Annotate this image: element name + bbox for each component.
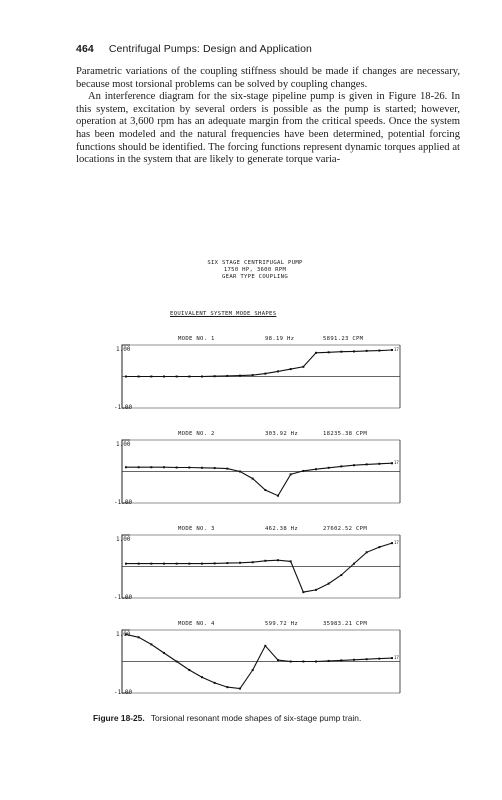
page-number: 464 xyxy=(76,43,94,55)
station-marker xyxy=(264,489,266,491)
station-marker xyxy=(239,375,241,377)
figure-caption xyxy=(93,713,433,723)
station-marker xyxy=(264,645,266,647)
station-marker xyxy=(315,661,317,663)
station-marker xyxy=(214,375,216,377)
station-marker xyxy=(125,376,127,378)
station-marker xyxy=(188,376,190,378)
station-marker xyxy=(188,563,190,565)
station-marker xyxy=(226,686,228,688)
station-marker xyxy=(226,562,228,564)
station-marker xyxy=(277,559,279,561)
station-marker xyxy=(340,351,342,353)
station-marker xyxy=(353,659,355,661)
station-marker xyxy=(290,368,292,370)
station-marker xyxy=(252,478,254,480)
station-marker xyxy=(302,661,304,663)
station-marker xyxy=(353,563,355,565)
station-marker xyxy=(163,376,165,378)
figure-heading-line: GEAR TYPE COUPLING xyxy=(221,274,289,280)
station-marker xyxy=(138,376,140,378)
caption-label: Figure 18-25. xyxy=(93,713,145,723)
station-marker xyxy=(366,350,368,352)
station-marker xyxy=(315,589,317,591)
mode-frequency-hz: 462.38 Hz xyxy=(265,526,299,532)
station-marker xyxy=(328,583,330,585)
station-marker xyxy=(378,658,380,660)
station-marker xyxy=(138,636,140,638)
station-marker xyxy=(239,688,241,690)
station-marker xyxy=(138,466,140,468)
station-marker xyxy=(378,463,380,465)
station-marker xyxy=(150,563,152,565)
station-marker xyxy=(138,563,140,565)
station-marker xyxy=(150,466,152,468)
paragraph: An interference diagram for the six-stage pipeline pump is given in Figure 18-26. In this system, excitation by several orders is possible as the pump is started; however, operation at 3,600 rpm has an adequate margin from the critical speeds. Once the system has been modeled and the natural frequencies have been determined, potential forcing functions should be identified. The forcing functions represent dynamic torques applied at locations in the system that are likely to generate torque varia- xyxy=(76,91,460,166)
station-marker xyxy=(163,563,165,565)
station-marker xyxy=(340,574,342,576)
station-marker xyxy=(214,467,216,469)
station-marker xyxy=(290,560,292,562)
station-marker xyxy=(366,658,368,660)
station-marker xyxy=(328,467,330,469)
end-station-label: 17 xyxy=(394,346,399,352)
station-marker xyxy=(163,652,165,654)
station-marker xyxy=(353,350,355,352)
station-marker xyxy=(176,661,178,663)
mode-number-label: MODE NO. 1 xyxy=(178,336,215,342)
mode-number-label: MODE NO. 4 xyxy=(178,621,215,627)
figure-subtitle: EQUIVALENT SYSTEM MODE SHAPES xyxy=(170,311,277,317)
y-max-label: 1.00 xyxy=(116,346,131,353)
station-marker xyxy=(340,659,342,661)
end-station-label: 17 xyxy=(394,460,399,466)
station-marker xyxy=(391,542,393,544)
station-marker xyxy=(264,560,266,562)
end-station-label: 17 xyxy=(394,540,399,546)
mode-frequency-hz: 98.19 Hz xyxy=(265,336,295,342)
station-marker xyxy=(315,468,317,470)
end-station-label: 17 xyxy=(394,655,399,661)
y-max-label: 1.00 xyxy=(116,631,131,638)
station-marker xyxy=(214,562,216,564)
station-marker xyxy=(150,643,152,645)
y-max-label: 1.00 xyxy=(116,441,131,448)
mode-shape-line xyxy=(126,350,392,377)
station-marker xyxy=(176,376,178,378)
station-marker xyxy=(188,467,190,469)
mode-number-label: MODE NO. 3 xyxy=(178,526,215,532)
station-marker xyxy=(239,471,241,473)
mode-frequency-cpm: 18235.38 CPM xyxy=(323,431,368,437)
mode-number-label: MODE NO. 2 xyxy=(178,431,215,437)
station-marker xyxy=(252,561,254,563)
station-marker xyxy=(340,465,342,467)
y-min-label: -1.00 xyxy=(114,594,133,601)
y-min-label: -1.00 xyxy=(114,689,133,696)
caption-text: Torsional resonant mode shapes of six-stage pump train. xyxy=(150,713,362,723)
station-marker xyxy=(328,351,330,353)
station-marker xyxy=(201,376,203,378)
station-marker xyxy=(125,466,127,468)
mode-frequency-hz: 599.72 Hz xyxy=(265,621,299,627)
station-marker xyxy=(226,468,228,470)
station-marker xyxy=(163,466,165,468)
station-marker xyxy=(315,352,317,354)
station-marker xyxy=(176,563,178,565)
station-marker xyxy=(150,376,152,378)
mode-shape-line xyxy=(126,463,392,496)
station-marker xyxy=(353,464,355,466)
y-max-label: 1.00 xyxy=(116,536,131,543)
station-marker xyxy=(391,462,393,464)
station-marker xyxy=(302,591,304,593)
station-marker xyxy=(302,366,304,368)
station-marker xyxy=(176,467,178,469)
figure-heading-line: SIX STAGE CENTRIFUGAL PUMP xyxy=(207,260,303,266)
station-marker xyxy=(201,676,203,678)
station-marker xyxy=(290,661,292,663)
figure-heading-line: 1750 HP, 3600 RPM xyxy=(223,267,287,273)
y-min-label: -1.00 xyxy=(114,499,133,506)
station-marker xyxy=(125,563,127,565)
station-marker xyxy=(277,370,279,372)
paragraph: Parametric variations of the coupling stiffness should be made if changes are necessary, because most torsional problems can be solved by coupling changes. xyxy=(76,66,460,90)
station-marker xyxy=(277,659,279,661)
mode-frequency-cpm: 35983.21 CPM xyxy=(323,621,368,627)
mode-frequency-hz: 303.92 Hz xyxy=(265,431,299,437)
station-marker xyxy=(391,657,393,659)
running-title: Centrifugal Pumps: Design and Application xyxy=(108,43,312,55)
station-marker xyxy=(277,495,279,497)
station-marker xyxy=(366,463,368,465)
mode-frequency-cpm: 5891.23 CPM xyxy=(323,336,364,342)
y-min-label: -1.00 xyxy=(114,404,133,411)
station-marker xyxy=(188,669,190,671)
station-marker xyxy=(391,349,393,351)
mode-frequency-cpm: 27602.52 CPM xyxy=(323,526,368,532)
station-marker xyxy=(252,374,254,376)
station-marker xyxy=(290,473,292,475)
station-marker xyxy=(201,467,203,469)
station-marker xyxy=(366,551,368,553)
station-marker xyxy=(328,660,330,662)
station-marker xyxy=(378,350,380,352)
station-marker xyxy=(378,546,380,548)
station-marker xyxy=(214,682,216,684)
station-marker xyxy=(239,562,241,564)
station-marker xyxy=(252,669,254,671)
station-marker xyxy=(264,373,266,375)
station-marker xyxy=(302,470,304,472)
mode-shape-line xyxy=(126,543,392,592)
station-marker xyxy=(201,563,203,565)
station-marker xyxy=(226,375,228,377)
